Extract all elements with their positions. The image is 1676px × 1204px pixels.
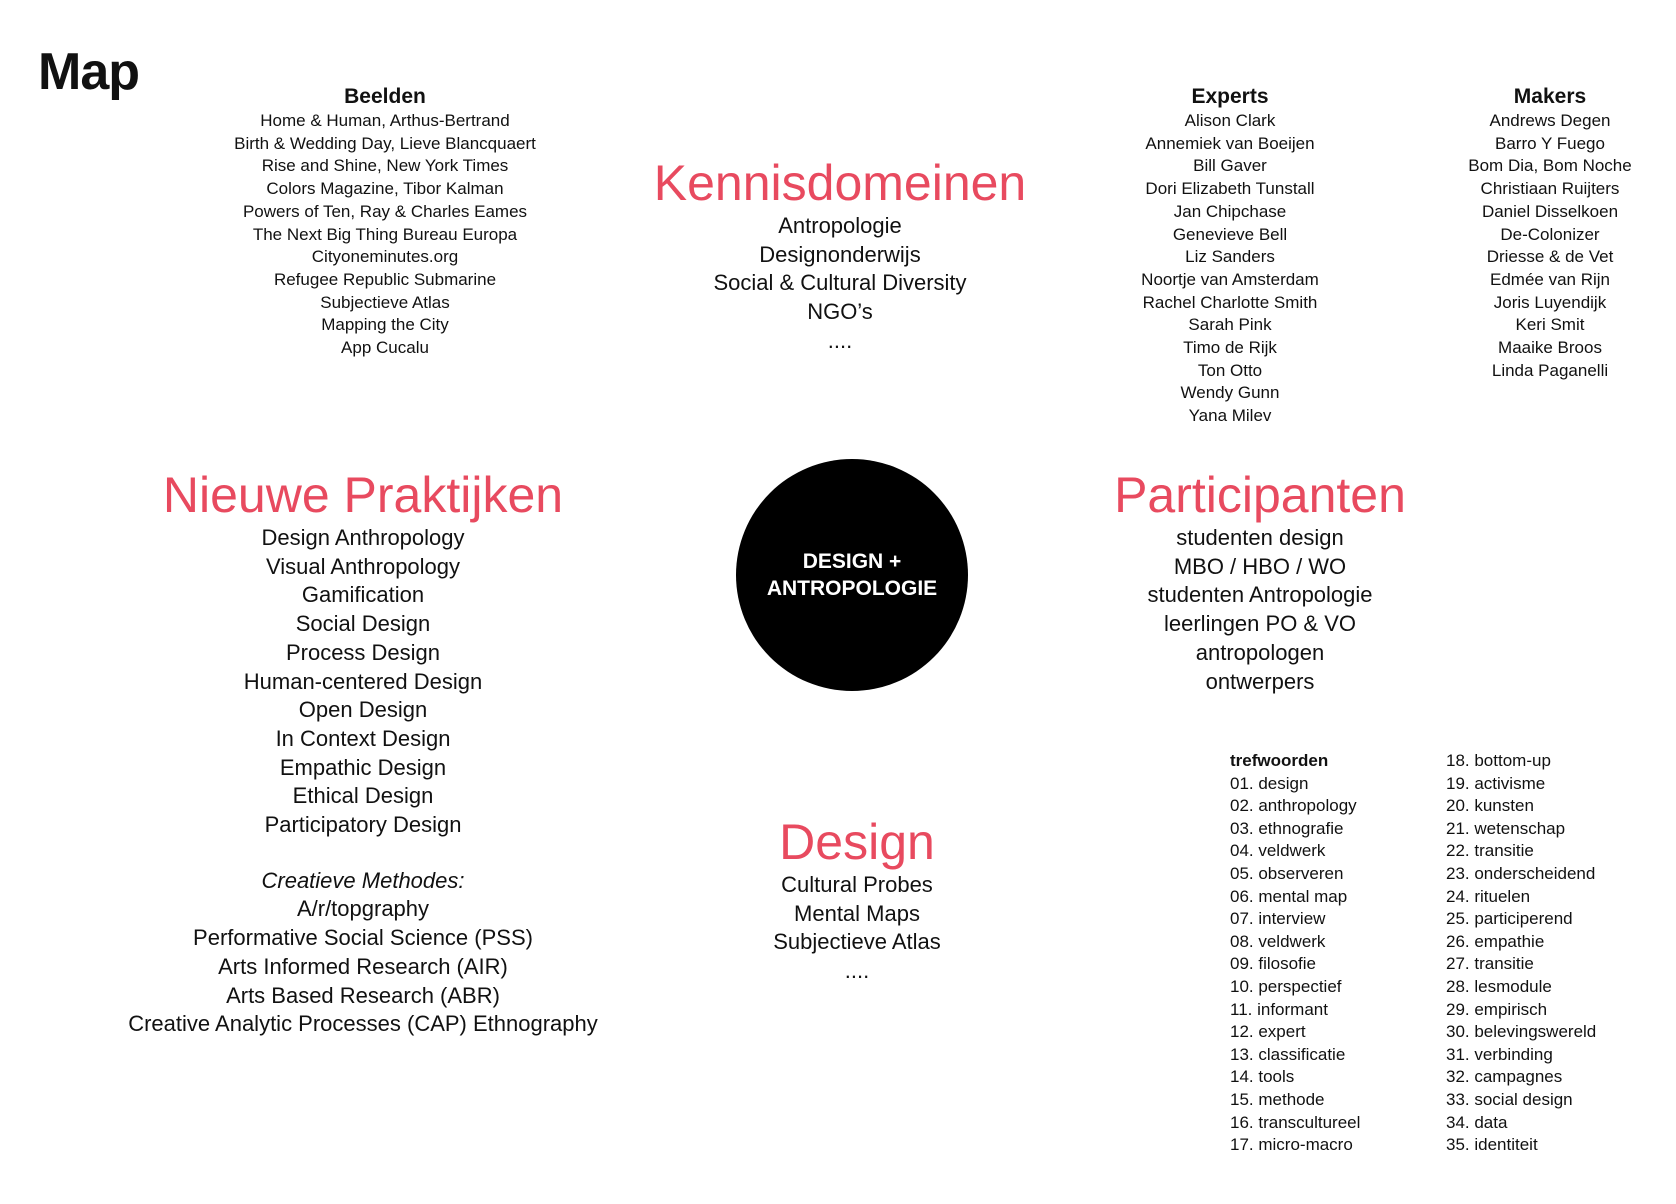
beelden-list <box>190 110 580 360</box>
list-item: De-Colonizer <box>1500 224 1600 244</box>
list-item: Subjectieve Atlas <box>773 929 941 955</box>
list-item: 02. anthropology <box>1230 796 1357 816</box>
list-item: Timo de Rijk <box>1183 338 1277 358</box>
list-item: Arts Informed Research (AIR) <box>218 953 508 979</box>
hub-label-line1: DESIGN + <box>802 550 902 573</box>
list-item: 25. participerend <box>1446 909 1573 929</box>
list-item: 22. transitie <box>1446 841 1534 861</box>
nieuwe-praktijken-list <box>113 524 613 840</box>
trefwoorden-heading: trefwoorden <box>1230 751 1329 770</box>
list-item: .... <box>844 958 870 984</box>
list-item: In Context Design <box>275 725 451 751</box>
list-item: Refugee Republic Submarine <box>273 269 497 289</box>
list-item: Alison Clark <box>1184 111 1276 130</box>
list-item: Maaike Broos <box>1498 338 1602 358</box>
list-item: Bill Gaver <box>1193 156 1267 176</box>
beelden-section <box>190 84 580 360</box>
kennisdomeinen-section <box>620 154 1060 356</box>
list-item: Driesse & de Vet <box>1486 247 1614 267</box>
list-item: Cultural Probes <box>781 872 933 897</box>
creatieve-methodes-list <box>113 895 613 1039</box>
list-item: Keri Smit <box>1515 315 1585 335</box>
list-item: 12. expert <box>1230 1022 1306 1042</box>
list-item: 08. veldwerk <box>1230 931 1326 951</box>
participanten-list <box>1040 524 1480 696</box>
trefwoorden-col1 <box>1230 750 1360 1157</box>
list-item: 28. lesmodule <box>1446 976 1552 996</box>
list-item: Wendy Gunn <box>1180 383 1280 403</box>
list-item: 20. kunsten <box>1446 796 1534 816</box>
list-item: 07. interview <box>1230 909 1326 929</box>
list-item: Jan Chipchase <box>1173 201 1287 221</box>
list-item: 27. transitie <box>1446 954 1534 974</box>
list-item: Ethical Design <box>292 783 434 809</box>
list-item: Christiaan Ruijters <box>1480 179 1620 199</box>
list-item: 33. social design <box>1446 1089 1573 1109</box>
list-item: 31. verbinding <box>1446 1044 1553 1064</box>
trefwoorden-list-2 <box>1446 750 1596 1157</box>
list-item: Barro Y Fuego <box>1495 133 1605 153</box>
list-item: Social Design <box>295 611 431 637</box>
list-item: Mental Maps <box>794 900 920 926</box>
list-item: 30. belevingswereld <box>1446 1022 1597 1042</box>
list-item: 09. filosofie <box>1230 954 1316 974</box>
list-item: Performative Social Science (PSS) <box>193 925 533 951</box>
design-list <box>707 871 1007 986</box>
list-item: Subjectieve Atlas <box>320 292 450 312</box>
experts-heading: Experts <box>1191 85 1269 108</box>
list-item: Antropologie <box>778 213 902 238</box>
list-item: Designonderwijs <box>759 241 921 267</box>
list-item: Liz Sanders <box>1185 247 1275 267</box>
trefwoorden-col2 <box>1446 750 1596 1157</box>
list-item: Noortje van Amsterdam <box>1141 269 1319 289</box>
list-item: Creative Analytic Processes (CAP) Ethnography <box>128 1011 598 1037</box>
nieuwe-praktijken-heading: Nieuwe Praktijken <box>162 467 564 523</box>
list-item: Home & Human, Arthus-Bertrand <box>260 111 510 130</box>
list-item: Genevieve Bell <box>1172 224 1288 244</box>
list-item: Human-centered Design <box>243 668 483 694</box>
list-item: 16. transcultureel <box>1230 1112 1361 1132</box>
list-item: 11. informant <box>1230 999 1328 1019</box>
participanten-heading: Participanten <box>1114 467 1406 523</box>
list-item: Sarah Pink <box>1188 315 1272 335</box>
list-item: Dori Elizabeth Tunstall <box>1145 179 1315 199</box>
list-item: studenten design <box>1176 525 1344 550</box>
creatieve-methodes-heading: Creatieve Methodes: <box>261 867 465 893</box>
list-item: A/r/topgraphy <box>296 896 430 922</box>
list-item: 24. rituelen <box>1446 886 1531 906</box>
hub-label-line2: ANTROPOLOGIE <box>766 577 938 600</box>
beelden-heading: Beelden <box>344 85 426 108</box>
list-item: Rachel Charlotte Smith <box>1142 292 1318 312</box>
design-section <box>707 813 1007 986</box>
list-item: ontwerpers <box>1205 668 1315 694</box>
list-item: Powers of Ten, Ray & Charles Eames <box>242 201 528 221</box>
list-item: Cityoneminutes.org <box>311 247 459 267</box>
list-item: The Next Big Thing Bureau Europa <box>252 224 518 244</box>
list-item: antropologen <box>1195 639 1325 665</box>
list-item: 03. ethnografie <box>1230 818 1344 838</box>
list-item: 35. identiteit <box>1446 1135 1538 1155</box>
list-item: Linda Paganelli <box>1491 360 1609 380</box>
experts-list <box>1100 110 1360 428</box>
list-item: 29. empirisch <box>1446 999 1548 1019</box>
kennisdomeinen-heading: Kennisdomeinen <box>653 155 1027 211</box>
list-item: Andrews Degen <box>1489 111 1611 130</box>
list-item: 17. micro-macro <box>1230 1135 1353 1155</box>
list-item: 05. observeren <box>1230 863 1344 883</box>
list-item: Yana Milev <box>1188 406 1272 426</box>
list-item: 21. wetenschap <box>1446 818 1566 838</box>
list-item: Social & Cultural Diversity <box>713 270 967 296</box>
list-item: Annemiek van Boeijen <box>1145 133 1315 153</box>
list-item: Joris Luyendijk <box>1493 292 1607 312</box>
list-item: 18. bottom-up <box>1446 751 1551 770</box>
list-item: Empathic Design <box>279 754 447 780</box>
list-item: 26. empathie <box>1446 931 1545 951</box>
makers-list <box>1430 110 1670 382</box>
list-item: Rise and Shine, New York Times <box>261 156 509 176</box>
list-item: 13. classificatie <box>1230 1044 1346 1064</box>
list-item: Design Anthropology <box>261 525 465 550</box>
list-item: leerlingen PO & VO <box>1164 611 1356 637</box>
list-item: 19. activisme <box>1446 773 1546 793</box>
list-item: Daniel Disselkoen <box>1481 201 1619 221</box>
list-item: 10. perspectief <box>1230 976 1342 996</box>
list-item: Edmée van Rijn <box>1489 269 1610 289</box>
list-item: Birth & Wedding Day, Lieve Blancquaert <box>234 133 536 153</box>
page-title: Map <box>38 43 139 101</box>
makers-section <box>1430 84 1670 382</box>
list-item: App Cucalu <box>341 338 429 358</box>
list-item: NGO’s <box>807 299 873 325</box>
list-item: 34. data <box>1446 1112 1508 1132</box>
list-item: Open Design <box>298 697 428 723</box>
list-item: Mapping the City <box>321 315 449 335</box>
list-item: 14. tools <box>1230 1067 1295 1087</box>
list-item: 06. mental map <box>1230 886 1348 906</box>
design-antropologie-hub <box>736 459 968 691</box>
nieuwe-praktijken-section <box>113 466 613 1039</box>
list-item: 23. onderscheidend <box>1446 863 1596 883</box>
list-item: Process Design <box>285 639 441 665</box>
list-item: 04. veldwerk <box>1230 841 1326 861</box>
design-heading: Design <box>779 814 935 870</box>
list-item: Bom Dia, Bom Noche <box>1468 156 1632 176</box>
trefwoorden-list-1 <box>1230 773 1360 1157</box>
list-item: Gamification <box>301 582 425 608</box>
experts-section <box>1100 84 1360 428</box>
list-item: Ton Otto <box>1197 360 1263 380</box>
list-item: Visual Anthropology <box>265 553 461 579</box>
list-item: studenten Antropologie <box>1147 582 1373 608</box>
list-item: 15. methode <box>1230 1089 1325 1109</box>
kennisdomeinen-list <box>620 212 1060 356</box>
list-item: .... <box>827 327 853 353</box>
participanten-section <box>1040 466 1480 696</box>
list-item: Arts Based Research (ABR) <box>226 982 500 1008</box>
list-item: MBO / HBO / WO <box>1173 553 1347 579</box>
list-item: 32. campagnes <box>1446 1067 1563 1087</box>
list-item: Colors Magazine, Tibor Kalman <box>266 179 504 199</box>
makers-heading: Makers <box>1513 85 1587 108</box>
list-item: Participatory Design <box>264 812 462 838</box>
list-item: 01. design <box>1230 773 1309 793</box>
